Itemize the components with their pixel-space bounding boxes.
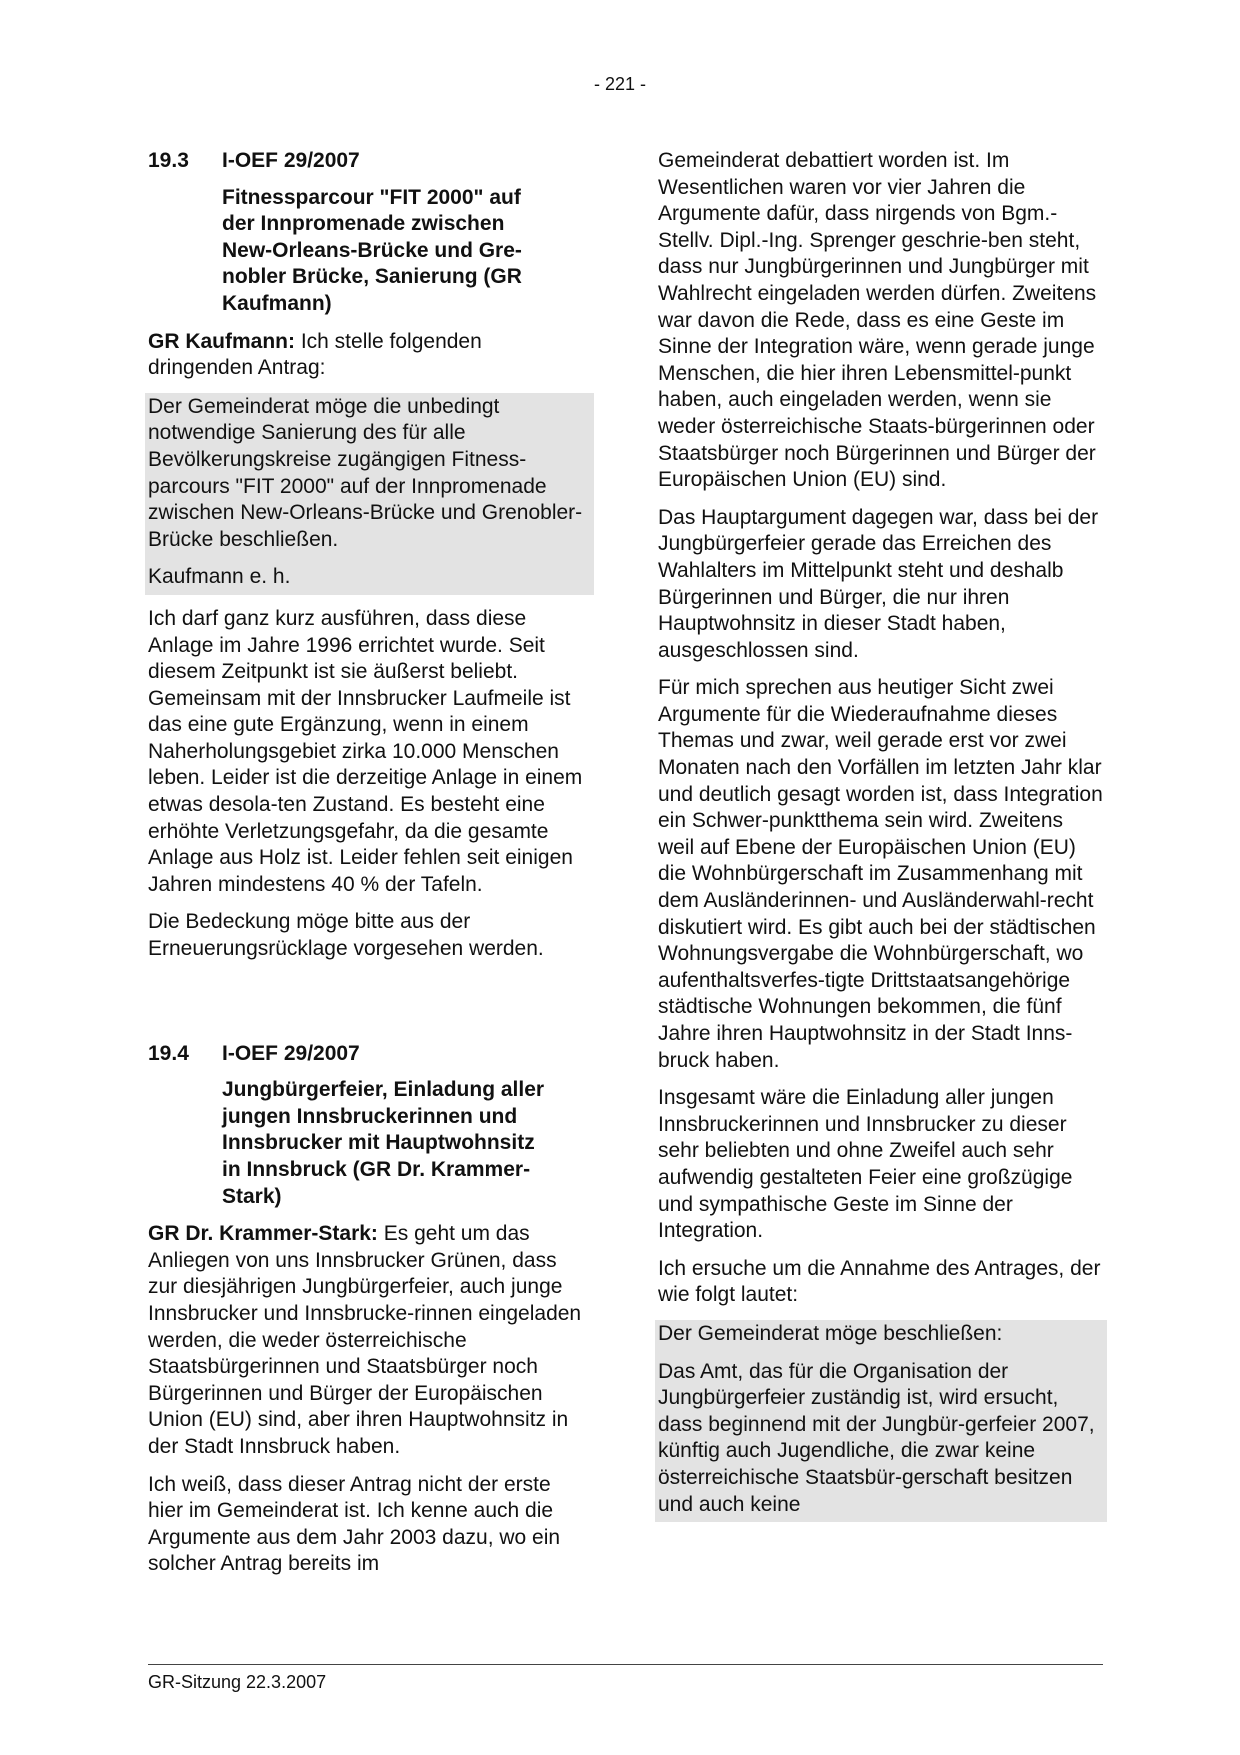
body-paragraph: Das Hauptargument dagegen war, dass bei der Jungbürgerfeier gerade das Erreichen des Wahlalters im Mittelpunkt steht und deshalb Bürgerinnen und Bürger, die nur ihren Hauptwohnsitz in dieser Stadt haben, ausgeschlossen sind.: [658, 505, 1099, 662]
motion-signature: Kaufmann e. h.: [148, 565, 291, 589]
footer-session: GR-Sitzung 22.3.2007: [148, 1672, 327, 1692]
motion-text: Das Amt, das für die Organisation der Jungbürgerfeier zuständig ist, wird ersucht, dass beginnend mit der Jungbür-gerfeier 2007, künftig auch Jugendliche, die zwar keine österreichische Staatsbür-gerschaft besitzen und auch keine: [658, 1359, 1095, 1516]
section-title: Fitnessparcour "FIT 2000" auf der Innpromenade zwischen New-Orleans-Brücke und Gre-nobler Brücke, Sanierung (GR Kaufmann): [222, 185, 522, 315]
body-paragraph: Insgesamt wäre die Einladung aller jungen Innsbruckerinnen und Innsbrucker zu dieser sehr beliebten und ohne Zweifel auch sehr aufwendig gestalteten Feier eine großzügige und sympathische Geste im Sinne der Integration.: [658, 1086, 1073, 1243]
speaker-paragraph: [148, 329, 590, 382]
speaker-paragraph: [148, 1221, 590, 1460]
section-code: I-OEF 29/2007: [222, 1041, 360, 1065]
body-paragraph: Gemeinderat debattiert worden ist. Im Wesentlichen waren vor vier Jahren die Argumente dafür, dass nirgends von Bgm.-Stellv. Dipl.-Ing. Sprenger geschrie-ben steht, dass nur Jungbürgerinnen und Jungbürger mit Wahlrecht eingeladen werden dürfen. Zweitens war davon die Rede, dass es eine Geste im Sinne der Integration wäre, wenn gerade junge Menschen, die hier ihren Lebensmittel-punkt haben, auch eingeladen werden, wenn sie weder österreichische Staats-bürgerinnen oder Staatsbürger noch Bürgerinnen und Bürger der Europäischen Union (EU) sind.: [658, 149, 1097, 492]
body-paragraph: Die Bedeckung möge bitte aus der Erneuerungsrücklage vorgesehen werden.: [148, 910, 544, 961]
speaker-text: Ich stelle folgenden dringenden Antrag:: [148, 329, 482, 380]
right-column: [658, 148, 1103, 1522]
body-paragraph: Ich weiß, dass dieser Antrag nicht der erste hier im Gemeinderat ist. Ich kenne auch die Argumente aus dem Jahr 2003 dazu, wo ein solcher Antrag bereits im: [148, 1472, 561, 1576]
section-title: Jungbürgerfeier, Einladung aller jungen Innsbruckerinnen und Innsbrucker mit Hauptwohnsitz in Innsbruck (GR Dr. Krammer-Stark): [222, 1078, 545, 1208]
footer-divider: [148, 1664, 1103, 1665]
body-paragraph: Ich darf ganz kurz ausführen, dass diese Anlage im Jahre 1996 errichtet wurde. Seit diesem Zeitpunkt ist sie äußerst beliebt. Gemeinsam mit der Innsbrucker Laufmeile ist das eine gute Ergänzung, wenn in einem Naherholungsgebiet zirka 10.000 Menschen leben. Leider ist die derzeitige Anlage in einem etwas desola-ten Zustand. Es besteht eine erhöhte Verletzungsgefahr, da die gesamte Anlage aus Holz ist. Leider fehlen seit einigen Jahren mindestens 40 % der Tafeln.: [148, 606, 583, 896]
section-19-3-heading: [148, 148, 590, 175]
section-code: I-OEF 29/2007: [222, 149, 360, 172]
motion-text: Der Gemeinderat möge die unbedingt notwendige Sanierung des für alle Bevölkerungskreise zugängigen Fitness-parcours "FIT 2000" auf der Innpromenade zwischen New-Orleans-Brücke und Grenobler-Brücke beschließen.: [148, 394, 583, 551]
section-number: 19.4: [148, 1041, 189, 1065]
speaker-name: GR Kaufmann:: [148, 329, 295, 353]
section-19-4-heading: [148, 1041, 590, 1068]
body-paragraph: Ich ersuche um die Annahme des Antrages, der wie folgt lautet:: [658, 1256, 1101, 1307]
section-number: 19.3: [148, 149, 189, 172]
motion-box: [655, 1320, 1107, 1522]
section-spacer: [148, 974, 590, 1041]
speaker-name: GR Dr. Krammer-Stark:: [148, 1222, 378, 1246]
page-number: - 221 -: [593, 74, 647, 94]
body-paragraph: Für mich sprechen aus heutiger Sicht zwei Argumente für die Wiederaufnahme dieses Themas und zwar, weil gerade erst vor zwei Monaten nach den Vorfällen im letzten Jahr klar und deutlich gesagt worden ist, dass Integration ein Schwer-punktthema sein wird. Zweitens weil auf Ebene der Europäischen Union (EU) die Wohnbürgerschaft im Zusammenhang mit dem Ausländerinnen- und Ausländerwahl-recht diskutiert wird. Es gibt auch bei der städtischen Wohnungsvergabe die Wohnbürgerschaft, wo aufenthaltsverfes-tigte Drittstaatsangehörige städtische Wohnungen bekommen, die fünf Jahre ihren Hauptwohnsitz in der Stadt Inns-bruck haben.: [658, 676, 1103, 1072]
speaker-text: Es geht um das Anliegen von uns Innsbrucker Grünen, dass zur diesjährigen Jungbürgerfeier, auch junge Innsbrucker und Innsbrucke-rinnen eingeladen werden, die weder österreichische Staatsbürgerinnen und Staatsbürger noch Bürgerinnen und Bürger der Europäischen Union (EU) sind, aber ihren Hauptwohnsitz in der Stadt Innsbruck haben.: [148, 1222, 582, 1458]
motion-intro: Der Gemeinderat möge beschließen:: [658, 1321, 1003, 1345]
left-column: [148, 148, 590, 1589]
motion-box: [145, 393, 594, 595]
